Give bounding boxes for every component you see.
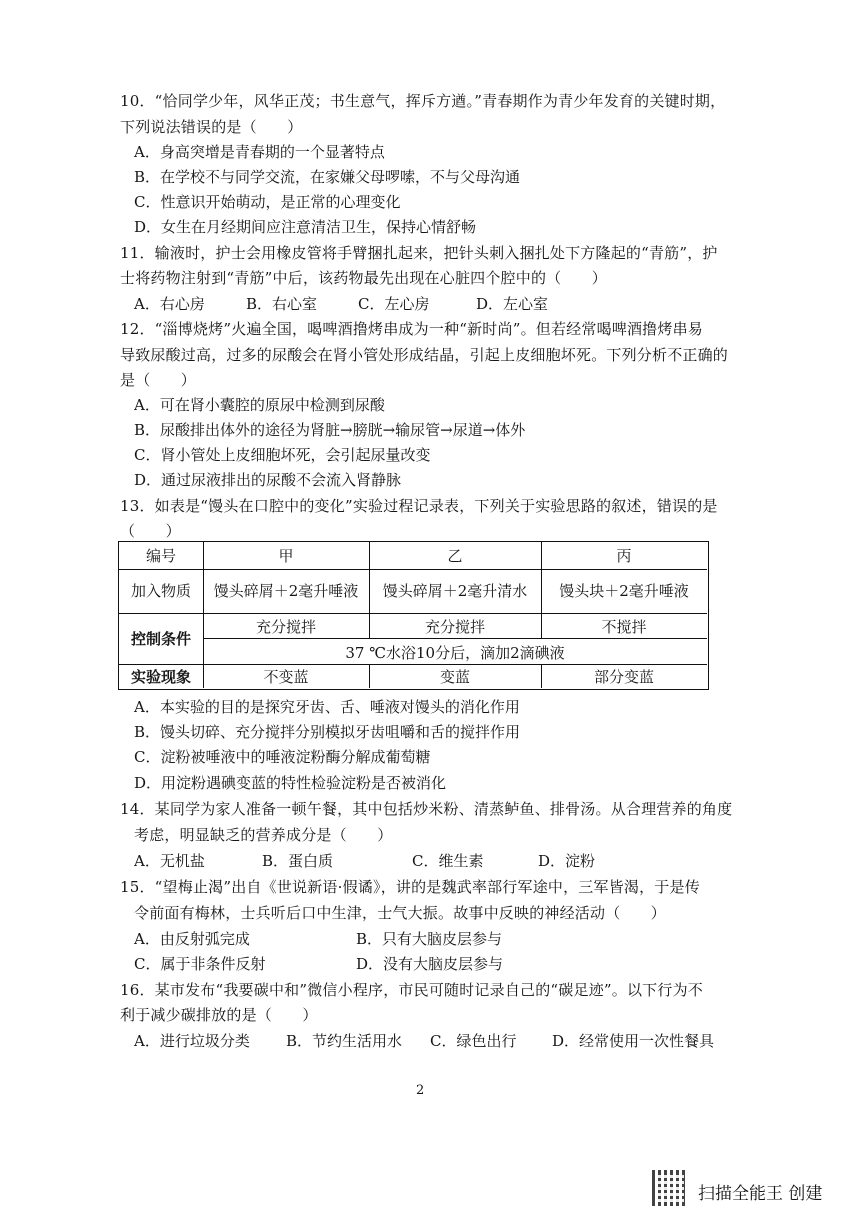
q13-option-d: D．用淀粉遇碘变蓝的特性检验淀粉是否被消化 — [134, 774, 447, 792]
q13-stem-line1: 13．如表是“馒头在口腔中的变化”实验过程记录表，下列关于实验思路的叙述，错误的是 — [120, 497, 718, 515]
q15-option-d: D．没有大脑皮层参与 — [356, 955, 504, 973]
q11-option-a: A．右心房 — [134, 295, 205, 313]
q12-stem-line1: 12．“淄博烧烤”火遍全国，喝啤酒撸烤串成为一种“新时尚”。但若经常喝啤酒撸烤串易 — [120, 320, 703, 338]
table-cell-merged: 37 ℃水浴10分后，滴加2滴碘液 — [345, 644, 565, 662]
q16-option-d: D．经常使用一次性餐具 — [552, 1032, 715, 1050]
table-row-divider — [203, 638, 707, 639]
q15-stem-line2: 令前面有梅林，士兵听后口中生津，士气大振。故事中反映的神经活动（ ） — [134, 904, 667, 922]
q14-option-b: B．蛋白质 — [262, 852, 334, 870]
q13-option-b: B．馒头切碎、充分搅拌分别模拟牙齿咀嚼和舌的搅拌作用 — [134, 723, 521, 741]
q15-stem-line1: 15．“望梅止渴”出自《世说新语·假谲》，讲的是魏武率部行军途中，三军皆渴，于是传 — [120, 878, 700, 896]
q11-option-b: B．右心室 — [246, 295, 318, 313]
q10-option-b: B．在学校不与同学交流，在家嫌父母啰嗦，不与父母沟通 — [134, 168, 521, 186]
experiment-table — [118, 541, 709, 690]
q11-stem-line1: 11．输液时，护士会用橡皮管将手臂捆扎起来，把针头刺入捆扎处下方隆起的“青筋”，护 — [120, 244, 718, 262]
q16-option-b: B．节约生活用水 — [286, 1032, 403, 1050]
q15-option-c: C．属于非条件反射 — [134, 955, 266, 973]
q11-stem-line2: 士将药物注射到“青筋”中后，该药物最先出现在心脏四个腔中的（ ） — [120, 269, 607, 287]
q12-option-a: A．可在肾小囊腔的原尿中检测到尿酸 — [134, 396, 385, 414]
q12-stem-line3: 是（ ） — [120, 371, 197, 389]
q12-option-b: B．尿酸排出体外的途径为肾脏→膀胱→输尿管→尿道→体外 — [134, 421, 526, 439]
table-cell: 不变蓝 — [263, 668, 309, 686]
q12-option-c: C．肾小管处上皮细胞坏死，会引起尿量改变 — [134, 446, 431, 464]
table-cell: 馒头碎屑＋2毫升清水 — [382, 582, 528, 600]
q12-stem-line2: 导致尿酸过高，过多的尿酸会在肾小管处形成结晶，引起上皮细胞坏死。下列分析不正确的 — [120, 346, 729, 364]
table-header-number: 编号 — [145, 547, 176, 565]
q15-option-b: B．只有大脑皮层参与 — [356, 930, 503, 948]
q13-option-c: C．淀粉被唾液中的唾液淀粉酶分解成葡萄糖 — [134, 748, 431, 766]
q14-option-c: C．维生素 — [412, 852, 484, 870]
q10-stem-line2: 下列说法错误的是（ ） — [120, 118, 303, 136]
q10-option-a: A．身高突增是青春期的一个显著特点 — [134, 143, 385, 161]
qr-code-icon — [652, 1170, 688, 1206]
q12-option-d: D．通过尿液排出的尿酸不会流入肾静脉 — [134, 471, 402, 489]
q14-option-d: D．淀粉 — [538, 852, 596, 870]
table-row-divider — [119, 569, 707, 570]
q16-option-c: C．绿色出行 — [430, 1032, 517, 1050]
table-row-label-phenomenon: 实验现象 — [130, 668, 191, 686]
q16-option-a: A．进行垃圾分类 — [134, 1032, 250, 1050]
table-cell: 不搅拌 — [601, 618, 647, 636]
table-cell: 部分变蓝 — [593, 668, 654, 686]
q16-stem-line1: 16．某市发布“我要碳中和”微信小程序，市民可随时记录自己的“碳足迹”。以下行为不 — [120, 981, 703, 999]
scanner-watermark — [652, 1170, 852, 1210]
q14-option-a: A．无机盐 — [134, 852, 205, 870]
table-header-yi: 乙 — [447, 547, 463, 565]
q15-option-a: A．由反射弧完成 — [134, 930, 250, 948]
q11-option-d: D．左心室 — [476, 295, 549, 313]
q14-stem-line2: 考虑，明显缺乏的营养成分是（ ） — [134, 826, 393, 844]
q10-stem-line1: 10．“恰同学少年，风华正茂；书生意气，挥斥方遒。”青春期作为青少年发育的关键时期， — [120, 92, 726, 110]
table-cell: 充分搅拌 — [255, 618, 316, 636]
q10-option-d: D．女生在月经期间应注意清洁卫生，保持心情舒畅 — [134, 218, 477, 236]
q14-stem-line1: 14．某同学为家人准备一顿午餐，其中包括炒米粉、清蒸鲈鱼、排骨汤。从合理营养的角度 — [120, 800, 733, 818]
table-row-label-substance: 加入物质 — [130, 582, 191, 600]
q13-option-a: A．本实验的目的是探究牙齿、舌、唾液对馒头的消化作用 — [134, 698, 520, 716]
table-row-divider — [119, 613, 707, 614]
q10-option-c: C．性意识开始萌动，是正常的心理变化 — [134, 193, 401, 211]
table-cell: 馒头碎屑＋2毫升唾液 — [213, 582, 359, 600]
table-cell: 充分搅拌 — [424, 618, 485, 636]
table-row-label-conditions: 控制条件 — [130, 630, 191, 648]
q16-stem-line2: 利于减少碳排放的是（ ） — [120, 1006, 318, 1024]
q11-option-c: C．左心房 — [358, 295, 430, 313]
q13-stem-line2: （ ） — [120, 522, 181, 540]
table-header-bing: 丙 — [616, 547, 632, 565]
table-cell: 馒头块＋2毫升唾液 — [559, 582, 689, 600]
table-cell: 变蓝 — [439, 668, 470, 686]
table-row-divider — [119, 664, 707, 665]
table-header-jia: 甲 — [278, 547, 294, 565]
page-number: 2 — [416, 1083, 425, 1098]
watermark-text: 扫描全能王 创建 — [698, 1184, 823, 1204]
